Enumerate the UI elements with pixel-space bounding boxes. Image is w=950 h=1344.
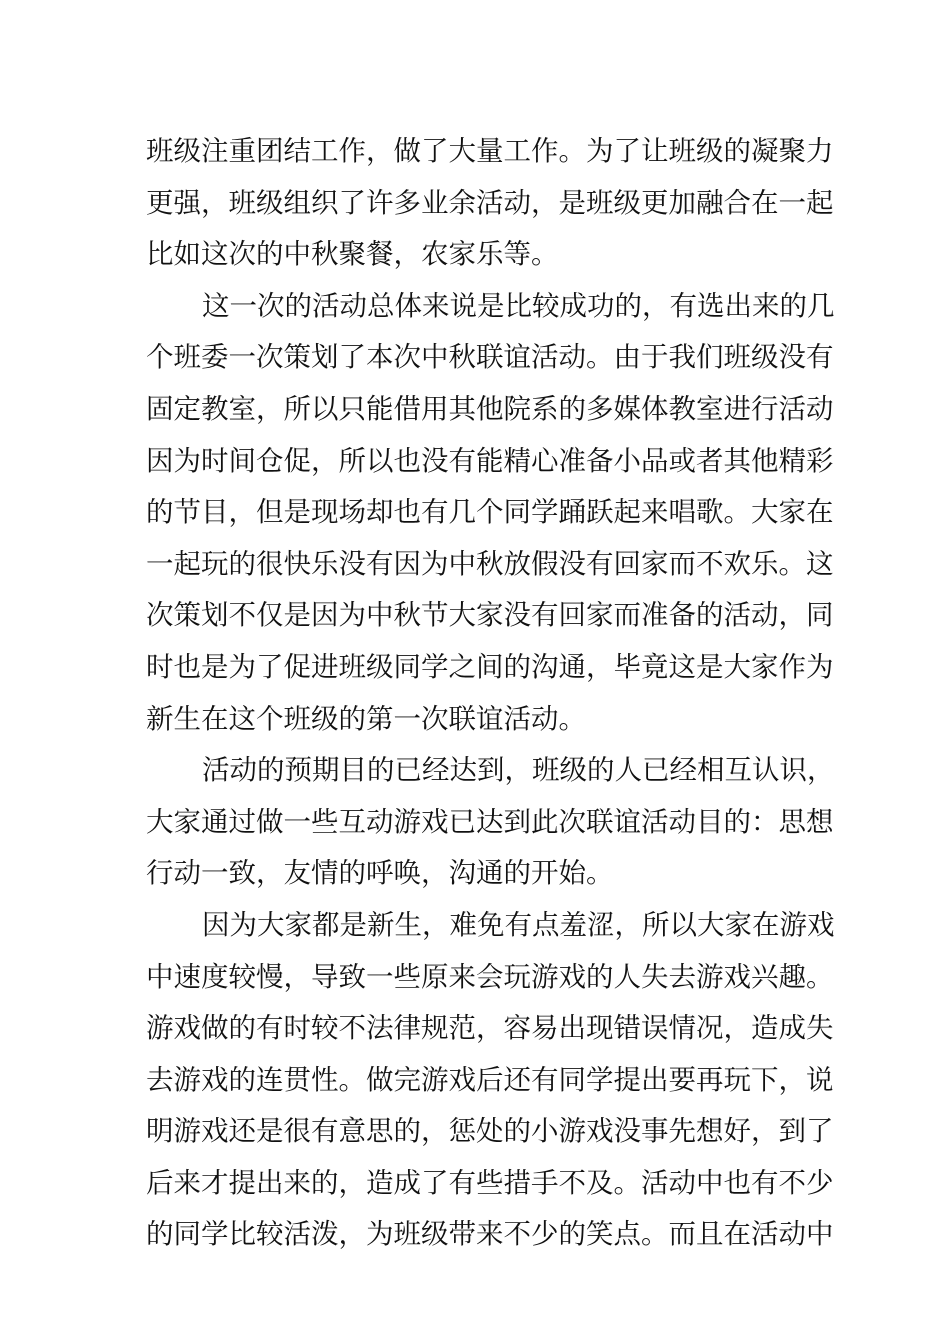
text-line: 的节目，但是现场却也有几个同学踊跃起来唱歌。大家在	[146, 496, 834, 529]
paragraph-4	[146, 900, 835, 1261]
text-line: 班级注重团结工作，做了大量工作。为了让班级的凝聚力	[146, 135, 834, 167]
text-line: 这一次的活动总体来说是比较成功的，有选出来的几	[202, 289, 835, 322]
text-line: 比如这次的中秋聚餐，农家乐等。	[146, 238, 559, 271]
text-line: 时也是为了促进班级同学之间的沟通，毕竟这是大家作为	[146, 650, 834, 683]
text-line: 的同学比较活泼，为班级带来不少的笑点。而且在活动中	[146, 1218, 834, 1251]
text-line: 次策划不仅是因为中秋节大家没有回家而准备的活动，同	[146, 599, 834, 632]
paragraph-2	[146, 281, 835, 745]
text-line: 行动一致，友情的呼唤，沟通的开始。	[146, 857, 614, 890]
text-line: 固定教室，所以只能借用其他院系的多媒体教室进行活动	[146, 392, 834, 425]
text-line: 个班委一次策划了本次中秋联谊活动。由于我们班级没有	[146, 341, 834, 374]
text-line: 新生在这个班级的第一次联谊活动。	[146, 702, 586, 735]
text-line: 中速度较慢，导致一些原来会玩游戏的人失去游戏兴趣。	[146, 960, 834, 993]
text-line: 更强，班级组织了许多业余活动，是班级更加融合在一起	[146, 186, 834, 219]
text-line: 去游戏的连贯性。做完游戏后还有同学提出要再玩下，说	[146, 1063, 834, 1096]
text-line: 因为时间仓促，所以也没有能精心准备小品或者其他精彩	[146, 444, 834, 477]
text-line: 后来才提出来的，造成了有些措手不及。活动中也有不少	[146, 1166, 834, 1199]
text-line: 一起玩的很快乐没有因为中秋放假没有回家而不欢乐。这	[146, 547, 834, 580]
paragraph-1	[146, 126, 834, 281]
paragraph-3	[146, 745, 835, 900]
text-line: 活动的预期目的已经达到，班级的人已经相互认识，	[202, 754, 835, 787]
text-line: 大家通过做一些互动游戏已达到此次联谊活动目的：思想	[146, 805, 834, 838]
document-body	[146, 126, 835, 1261]
text-line: 游戏做的有时较不法律规范，容易出现错误情况，造成失	[146, 1012, 834, 1045]
text-line: 明游戏还是很有意思的，惩处的小游戏没事先想好，到了	[146, 1115, 834, 1148]
text-line: 因为大家都是新生，难免有点羞涩，所以大家在游戏	[202, 908, 835, 941]
